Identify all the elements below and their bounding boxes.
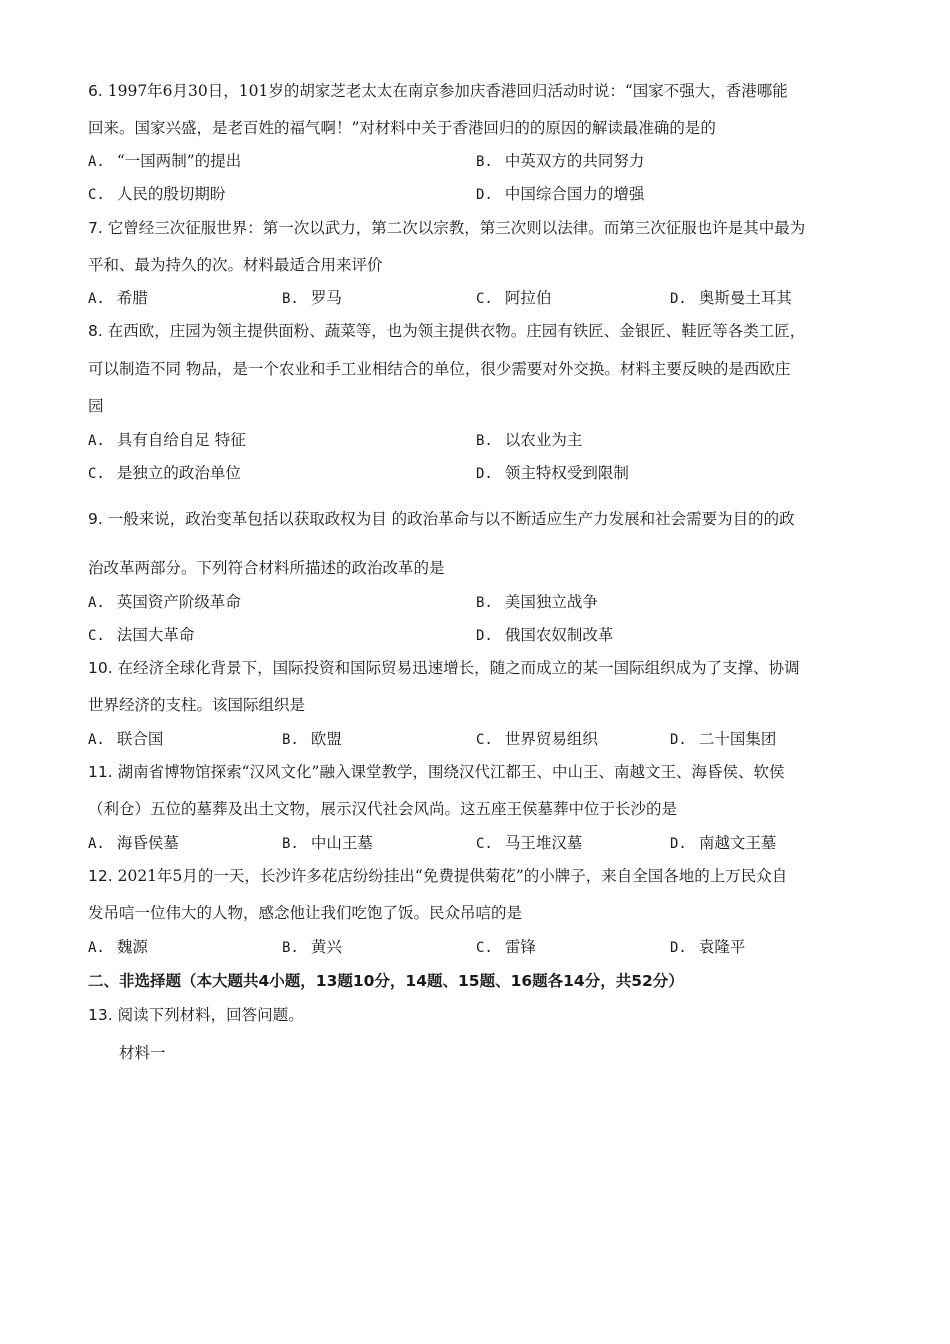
material-label: 材料一 bbox=[119, 1044, 166, 1062]
option-b: B. 罗马 bbox=[282, 289, 342, 307]
option-b: B. 美国独立战争 bbox=[476, 593, 598, 611]
option-a: A. 英国资产阶级革命 bbox=[88, 593, 241, 611]
question-12-line-1: 12. 2021年5月的一天，长沙许多花店纷纷挂出“免费提供菊花”的小牌子，来自全国各地的上万民众自 bbox=[88, 867, 788, 885]
option-c: C. 人民的殷切期盼 bbox=[88, 185, 226, 203]
option-b: B. 中英双方的共同努力 bbox=[476, 152, 645, 170]
option-d: D. 领主特权受到限制 bbox=[476, 464, 629, 482]
option-d: D. 俄国农奴制改革 bbox=[476, 626, 614, 644]
question-12-line-2: 发吊唁一位伟大的人物，感念他让我们吃饱了饭。民众吊唁的是 bbox=[88, 904, 523, 922]
option-a: A. 具有自给自足 特征 bbox=[88, 431, 246, 449]
question-number: 6. bbox=[88, 82, 103, 100]
option-b: B. 欧盟 bbox=[282, 730, 342, 748]
option-d: D. 袁隆平 bbox=[670, 938, 746, 956]
option-c: C. 阿拉伯 bbox=[476, 289, 552, 307]
option-c: C. 世界贸易组织 bbox=[476, 730, 598, 748]
question-7-line-2: 平和、最为持久的次。材料最适合用来评价 bbox=[88, 256, 383, 274]
option-a: A. 希腊 bbox=[88, 289, 148, 307]
question-10-line-2: 世界经济的支柱。该国际组织是 bbox=[88, 696, 306, 714]
question-10-line-1: 10. 在经济全球化背景下，国际投资和国际贸易迅速增长，随之而成立的某一国际组织成为了支撑、协调 bbox=[88, 659, 800, 677]
option-d: D. 奥斯曼土耳其 bbox=[670, 289, 792, 307]
option-a: A. 海昏侯墓 bbox=[88, 834, 179, 852]
question-13-line-1: 13. 阅读下列材料，回答问题。 bbox=[88, 1006, 304, 1024]
question-8-line-1: 8. 在西欧，庄园为领主提供面粉、蔬菜等，也为领主提供衣物。庄园有铁匠、金银匠、鞋匠等各类工匠， bbox=[88, 322, 806, 340]
question-number: 12. bbox=[88, 867, 113, 885]
option-c: C. 是独立的政治单位 bbox=[88, 464, 241, 482]
question-8-line-2: 可以制造不同 物品，是一个农业和手工业相结合的单位，很少需要对外交换。材料主要反映的是西欧庄 bbox=[88, 360, 791, 378]
question-number: 8. bbox=[88, 322, 103, 340]
option-d: D. 二十国集团 bbox=[670, 730, 777, 748]
question-6-line-2: 回来。国家兴盛，是老百姓的福气啊！”对材料中关于香港回归的的原因的解读最准确的是的 bbox=[88, 119, 716, 137]
section-heading: 二、非选择题（本大题共4小题，13题10分，14题、15题、16题各14分，共52分） bbox=[88, 972, 684, 990]
question-number: 7. bbox=[88, 219, 103, 237]
option-d: D. 中国综合国力的增强 bbox=[476, 185, 645, 203]
question-11-line-1: 11. 湖南省博物馆探索“汉风文化”融入课堂教学，围绕汉代江都王、中山王、南越文王、海昏侯、软侯 bbox=[88, 763, 785, 781]
option-b: B. 黄兴 bbox=[282, 938, 342, 956]
question-number: 11. bbox=[88, 763, 113, 781]
option-c: C. 法国大革命 bbox=[88, 626, 195, 644]
question-number: 10. bbox=[88, 659, 113, 677]
option-b: B. 中山王墓 bbox=[282, 834, 373, 852]
question-11-line-2: （利仓）五位的墓葬及出土文物，展示汉代社会风尚。这五座王侯墓葬中位于长沙的是 bbox=[88, 800, 678, 818]
question-9-line-2: 治改革两部分。下列符合材料所描述的政治改革的是 bbox=[88, 559, 445, 577]
option-d: D. 南越文王墓 bbox=[670, 834, 777, 852]
question-9-line-1: 9. 一般来说，政治变革包括以获取政权为目 的政治革命与以不断适应生产力发展和社会需要为目的的政 bbox=[88, 510, 795, 528]
question-6-line-1: 6. 1997年6月30日，101岁的胡家芝老太太在南京参加庆香港回归活动时说：“国家不强大，香港哪能 bbox=[88, 82, 788, 100]
option-a: A. 魏源 bbox=[88, 938, 148, 956]
question-number: 13. bbox=[88, 1006, 113, 1024]
option-b: B. 以农业为主 bbox=[476, 431, 583, 449]
option-c: C. 雷锋 bbox=[476, 938, 536, 956]
question-number: 9. bbox=[88, 510, 103, 528]
option-a: A. “一国两制”的提出 bbox=[88, 152, 242, 170]
question-8-line-3: 园 bbox=[88, 397, 104, 415]
question-7-line-1: 7. 它曾经三次征服世界：第一次以武力，第二次以宗教，第三次则以法律。而第三次征服也许是其中最为 bbox=[88, 219, 806, 237]
option-c: C. 马王堆汉墓 bbox=[476, 834, 583, 852]
option-a: A. 联合国 bbox=[88, 730, 164, 748]
